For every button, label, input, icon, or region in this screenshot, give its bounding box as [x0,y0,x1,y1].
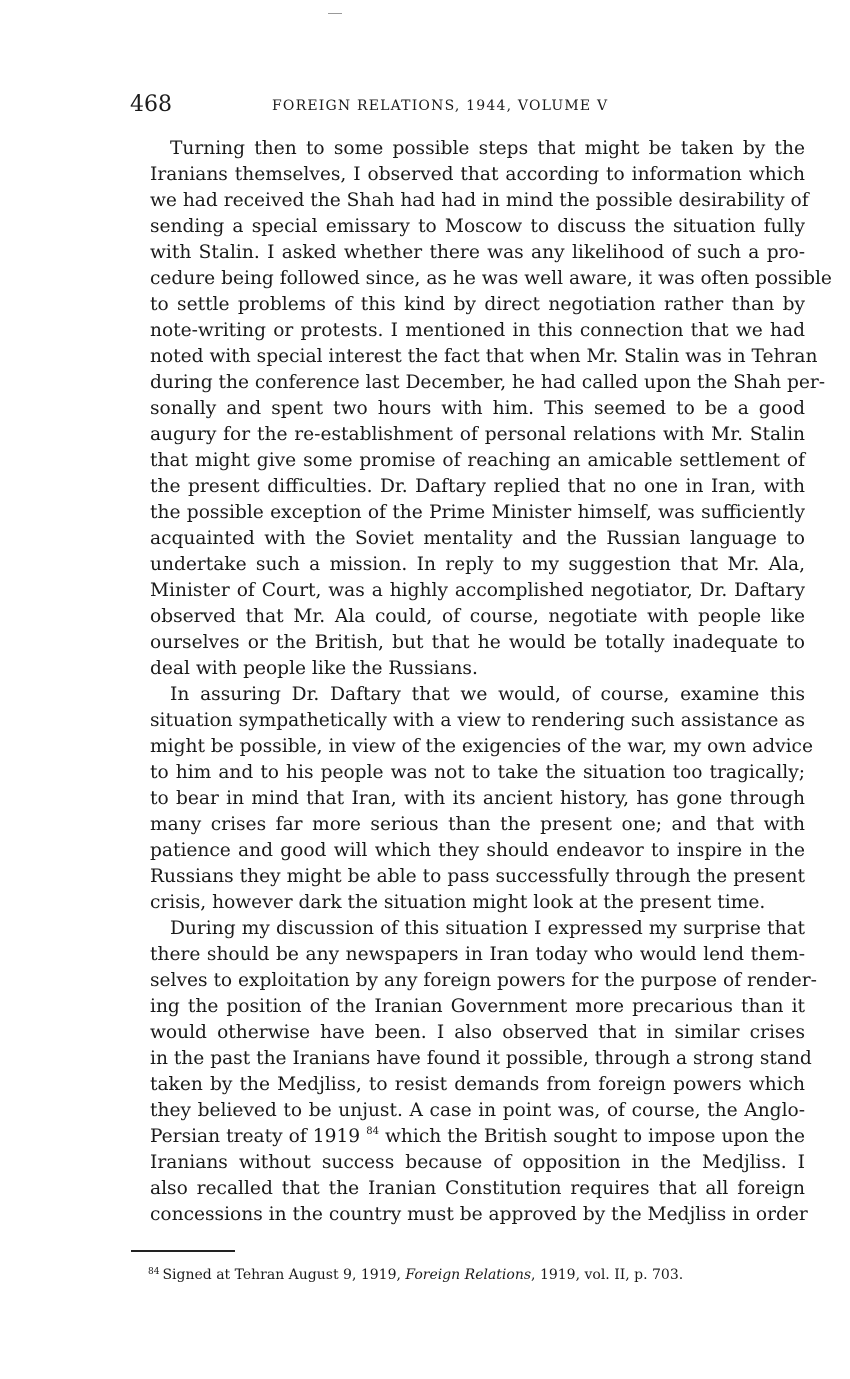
text-line: that might give some promise of reaching an amicable settlement of [150,450,805,471]
text-line: acquainted with the Soviet mentality and the Russian language to [150,528,805,549]
text-line: cedure being followed since, as he was well aware, it was often possible [150,268,832,289]
footnote-rule [131,1250,235,1252]
text-line: situation sympathetically with a view to rendering such assistance as [150,710,805,731]
footnote-marker: 84 [148,1267,160,1277]
text-line: patience and good will which they should endeavor to inspire in the [150,840,805,861]
footnote-text-before: Signed at Tehran August 9, 1919, [162,1267,406,1283]
text-line: Iranians without success because of opposition in the Medjliss. I [150,1152,805,1173]
text-line-with-footnote-ref [130,1124,805,1150]
text-line: Minister of Court, was a highly accomplished negotiator, Dr. Daftary [150,580,805,601]
text-line: crisis, however dark the situation might look at the present time. [150,892,766,913]
text-line: to him and to his people was not to take the situation too tragically; [150,762,805,783]
text-line: there should be any newspapers in Iran today who would lend them- [150,944,805,965]
text-line: augury for the re-establishment of personal relations with Mr. Stalin [150,424,805,445]
text-line: many crises far more serious than the present one; and that with [150,814,805,835]
text-line: deal with people like the Russians. [150,658,478,679]
text-line: noted with special interest the fact that when Mr. Stalin was in Tehran [150,346,818,367]
text-line: note-writing or protests. I mentioned in this connection that we had [150,320,805,341]
line-tail: which the British sought to impose upon the [378,1126,806,1147]
text-line: to bear in mind that Iran, with its ancient history, has gone through [150,788,805,809]
text-line: also recalled that the Iranian Constitution requires that all foreign [150,1178,805,1199]
text-line: sending a special emissary to Moscow to discuss the situation fully [150,216,805,237]
text-line: they believed to be unjust. A case in point was, of course, the Anglo- [150,1100,805,1121]
text-line: the possible exception of the Prime Minister himself, was sufficiently [150,502,805,523]
text-line: ourselves or the British, but that he would be totally inadequate to [150,632,805,653]
line-head: Persian treaty of 1919 [150,1126,361,1147]
footnote-reference: 84 [366,1126,379,1137]
text-line: Iranians themselves, I observed that according to information which [150,164,805,185]
paragraph-3 [130,916,817,1228]
text-line: during the conference last December, he had called upon the Shah per- [150,372,826,393]
footnote-text-after: , 1919, vol. II, p. 703. [531,1267,684,1283]
text-line: concessions in the country must be approved by the Medjliss in order [150,1204,808,1225]
text-line: with Stalin. I asked whether there was any likelihood of such a pro- [150,242,805,263]
text-line: in the past the Iranians have found it possible, through a strong stand [150,1048,812,1069]
body-text [130,136,832,1228]
page-header [130,92,805,122]
text-line: In assuring Dr. Daftary that we would, of course, examine this [170,684,805,705]
text-line: selves to exploitation by any foreign powers for the purpose of render- [150,970,817,991]
page-number: 468 [130,92,172,117]
text-line: might be possible, in view of the exigencies of the war, my own advice [150,736,813,757]
paragraph-2 [130,682,813,916]
running-head: FOREIGN RELATIONS, 1944, VOLUME V [272,98,609,114]
text-line: Turning then to some possible steps that might be taken by the [170,138,805,159]
text-line: sonally and spent two hours with him. This seemed to be a good [150,398,805,419]
footnote [148,1266,683,1284]
text-line: observed that Mr. Ala could, of course, negotiate with people like [150,606,805,627]
text-line: would otherwise have been. I also observed that in similar crises [150,1022,805,1043]
text-line: ing the position of the Iranian Government more precarious than it [150,996,805,1017]
text-line: the present difficulties. Dr. Daftary replied that no one in Iran, with [150,476,805,497]
text-line: Russians they might be able to pass successfully through the present [150,866,805,887]
text-line: to settle problems of this kind by direct negotiation rather than by [150,294,805,315]
text-line: undertake such a mission. In reply to my suggestion that Mr. Ala, [150,554,805,575]
footnote-title: Foreign Relations [405,1267,532,1283]
paragraph-1 [130,136,832,682]
text-line: taken by the Medjliss, to resist demands from foreign powers which [150,1074,805,1095]
text-line: During my discussion of this situation I expressed my surprise that [170,918,805,939]
text-line: we had received the Shah had had in mind the possible desirability of [150,190,809,211]
top-margin-mark [328,13,342,14]
